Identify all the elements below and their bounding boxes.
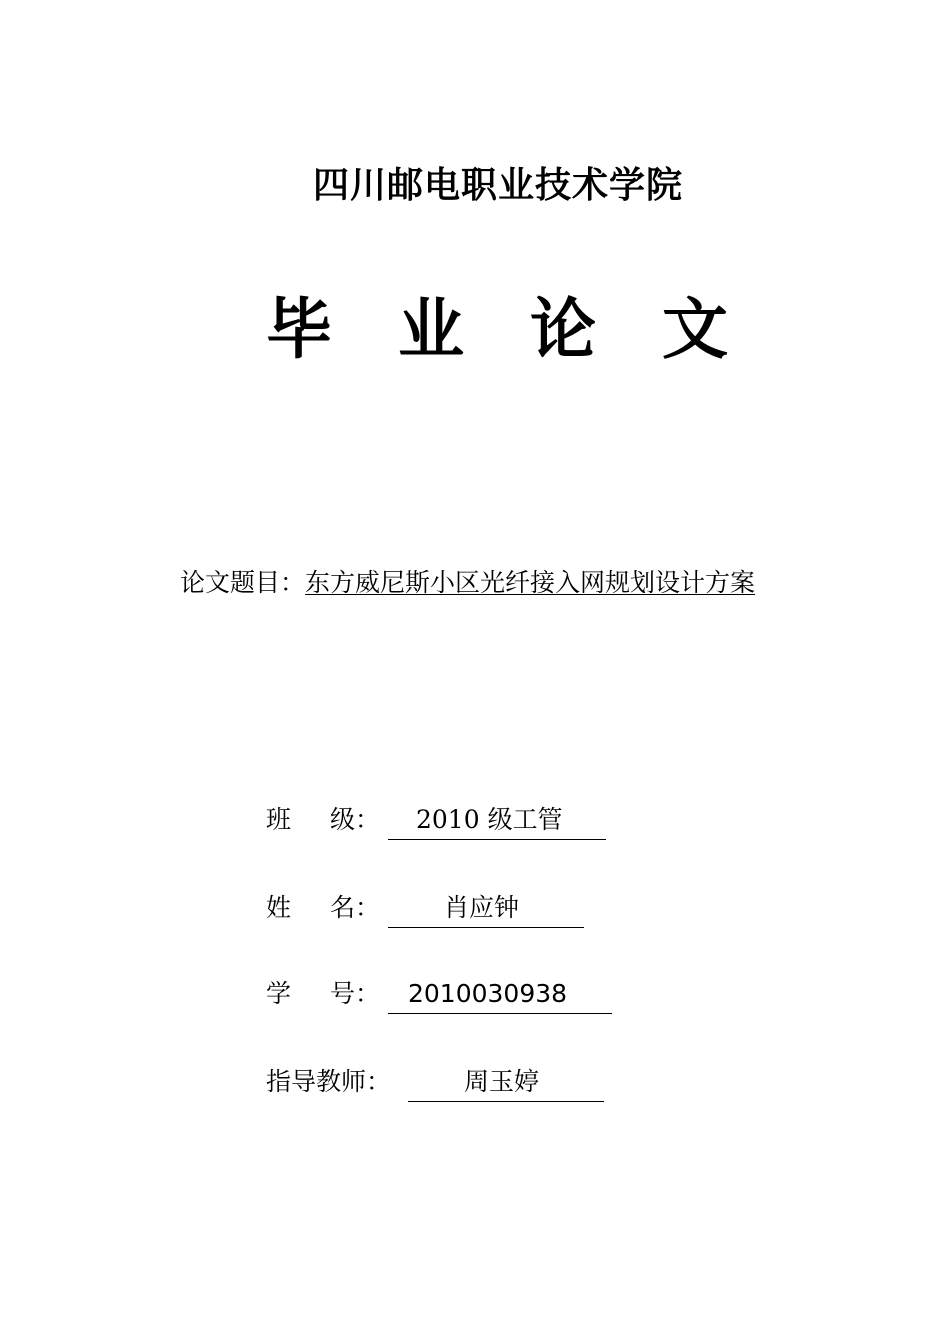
advisor-value: 周玉婷 (464, 1067, 540, 1096)
class-label-first: 班 (266, 805, 292, 834)
student-id-label-second: 号： (330, 979, 381, 1008)
name-value: 肖应钟 (444, 893, 520, 922)
title-char: 论 (530, 291, 596, 368)
student-id-label-first: 学 (266, 979, 292, 1008)
student-id-value: 2010030938 (408, 979, 568, 1008)
thesis-topic-value: 东方威尼斯小区光纤接入网规划设计方案 (305, 568, 756, 597)
class-value: 2010 级工管 (416, 805, 563, 834)
document-title (0, 288, 950, 372)
thesis-topic-label: 论文题目： (180, 568, 306, 597)
title-char: 毕 (266, 291, 332, 368)
title-char: 业 (398, 291, 464, 368)
name-label-first: 姓 (266, 893, 292, 922)
advisor-label: 指导教师： (266, 1067, 392, 1096)
school-name: 四川邮电职业技术学院 (312, 165, 683, 206)
thesis-topic (180, 565, 755, 601)
name-label-second: 名： (330, 893, 381, 922)
title-char: 文 (662, 291, 728, 368)
class-label-second: 级： (330, 805, 381, 834)
